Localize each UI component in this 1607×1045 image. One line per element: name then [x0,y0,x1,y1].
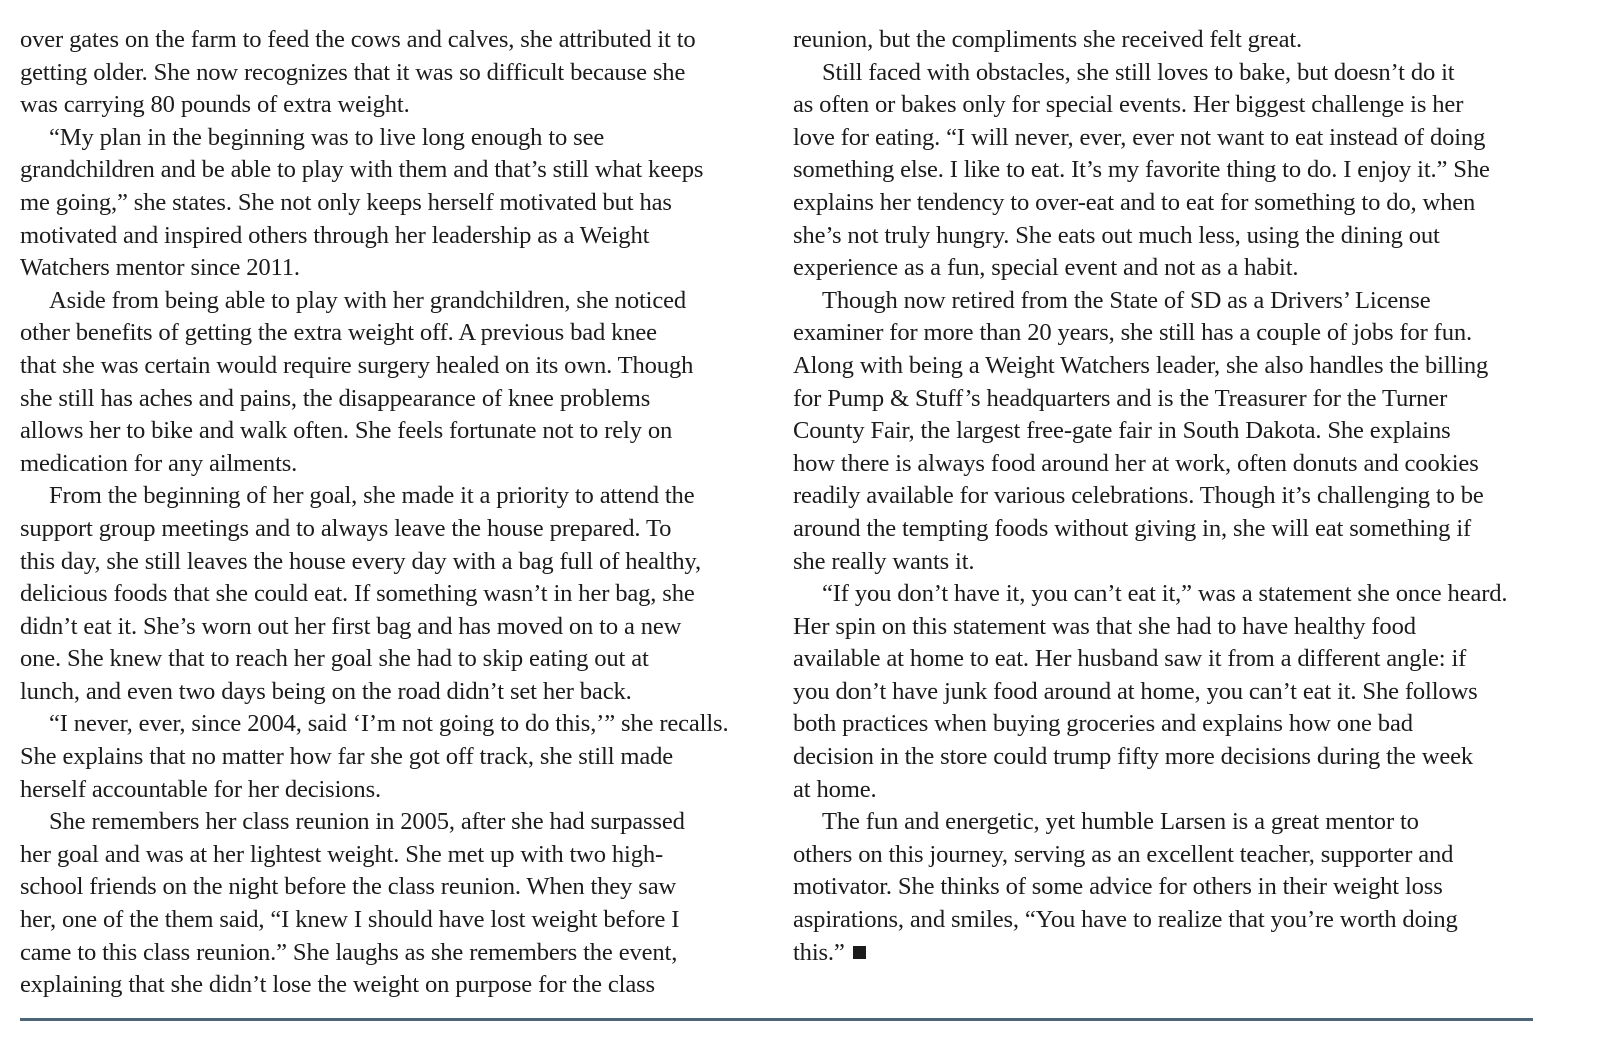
text-line: herself accountable for her decisions. [20,775,381,803]
text-line: From the beginning of her goal, she made it a priority to attend the [49,482,695,510]
text-line: her goal and was at her lightest weight. She met up with two high- [20,840,664,868]
text-line: allows her to bike and walk often. She feels fortunate not to rely on [20,417,673,445]
end-of-article-mark [853,946,866,959]
text-line: Though now retired from the State of SD as a Drivers’ License [822,286,1431,314]
text-line: how there is always food around her at work, often donuts and cookies [793,449,1479,477]
footer-rule [20,1018,1533,1021]
text-line: others on this journey, serving as an excellent teacher, supporter and [793,840,1454,868]
text-line: her, one of the them said, “I knew I should have lost weight before I [20,906,680,934]
text-line: support group meetings and to always leave the house prepared. To [20,514,672,542]
paragraph [20,24,765,122]
paragraph [20,708,765,806]
text-line: something else. I like to eat. It’s my favorite thing to do. I enjoy it.” She [793,156,1490,184]
text-line: County Fair, the largest free-gate fair in South Dakota. She explains [793,417,1451,445]
text-line: other benefits of getting the extra weight off. A previous bad knee [20,319,657,347]
text-line: at home. [793,775,877,803]
text-line: Her spin on this statement was that she had to have healthy food [793,612,1416,640]
paragraph [793,578,1553,806]
text-line: motivated and inspired others through her leadership as a Weight [20,221,650,249]
paragraph [793,24,1553,57]
text-line: me going,” she states. She not only keeps herself motivated but has [20,188,672,216]
text-line: over gates on the farm to feed the cows and calves, she attributed it to [20,26,696,53]
paragraph [20,480,765,708]
text-line: delicious foods that she could eat. If something wasn’t in her bag, she [20,580,695,608]
text-line: she still has aches and pains, the disappearance of knee problems [20,384,651,412]
text-line: she’s not truly hungry. She eats out much less, using the dining out [793,221,1440,249]
text-line: Along with being a Weight Watchers leader, she also handles the billing [793,351,1489,379]
text-line: both practices when buying groceries and explains how one bad [793,710,1413,738]
text-line: lunch, and even two days being on the road didn’t set her back. [20,677,632,705]
text-line: explaining that she didn’t lose the weight on purpose for the class [20,971,655,999]
text-line: reunion, but the compliments she received felt great. [793,26,1303,53]
text-line: getting older. She now recognizes that it was so difficult because she [20,58,686,86]
text-line: for Pump & Stuff’s headquarters and is the Treasurer for the Turner [793,384,1448,412]
text-line: you don’t have junk food around at home, you can’t eat it. She follows [793,677,1478,705]
paragraph [793,285,1553,578]
right-column [793,24,1553,969]
text-line: one. She knew that to reach her goal she had to skip eating out at [20,645,649,673]
left-column [20,24,765,1002]
text-line: aspirations, and smiles, “You have to realize that you’re worth doing [793,906,1458,934]
text-line: that she was certain would require surgery healed on its own. Though [20,351,694,379]
text-line: “If you don’t have it, you can’t eat it,” was a statement she once heard. [822,580,1508,608]
text-line: love for eating. “I will never, ever, ever not want to eat instead of doing [793,123,1486,151]
text-line: experience as a fun, special event and not as a habit. [793,254,1299,282]
text-line: Still faced with obstacles, she still loves to bake, but doesn’t do it [822,58,1455,86]
text-line: was carrying 80 pounds of extra weight. [20,91,410,119]
text-line: she really wants it. [793,547,975,575]
text-line: “My plan in the beginning was to live long enough to see [49,123,605,151]
paragraph [20,806,765,1002]
text-line: motivator. She thinks of some advice for others in their weight loss [793,873,1443,901]
text-line: Watchers mentor since 2011. [20,254,300,282]
paragraph [20,285,765,481]
text-line: around the tempting foods without giving in, she will eat something if [793,514,1472,542]
text-line: medication for any ailments. [20,449,298,477]
text-line: examiner for more than 20 years, she still has a couple of jobs for fun. [793,319,1472,347]
text-line: The fun and energetic, yet humble Larsen is a great mentor to [822,808,1419,836]
text-line: She explains that no matter how far she got off track, she still made [20,743,674,771]
text-line: as often or bakes only for special events. Her biggest challenge is her [793,91,1464,119]
text-line: explains her tendency to over-eat and to eat for something to do, when [793,188,1476,216]
text-line: grandchildren and be able to play with them and that’s still what keeps [20,156,704,184]
text-line: Aside from being able to play with her grandchildren, she noticed [49,286,687,314]
text-line: school friends on the night before the class reunion. When they saw [20,873,677,901]
text-line: decision in the store could trump fifty more decisions during the week [793,743,1474,771]
text-line: She remembers her class reunion in 2005, after she had surpassed [49,808,685,836]
paragraph [20,122,765,285]
text-line: “I never, ever, since 2004, said ‘I’m not going to do this,’” she recalls. [49,710,729,738]
text-line: readily available for various celebrations. Though it’s challenging to be [793,482,1484,510]
text-line: came to this class reunion.” She laughs as she remembers the event, [20,938,678,966]
text-line: available at home to eat. Her husband saw it from a different angle: if [793,645,1467,673]
paragraph [793,57,1553,285]
text-line: this day, she still leaves the house every day with a bag full of healthy, [20,547,701,575]
text-line: this.” [793,937,1553,970]
paragraph [793,806,1553,969]
text-line: didn’t eat it. She’s worn out her first bag and has moved on to a new [20,612,682,640]
